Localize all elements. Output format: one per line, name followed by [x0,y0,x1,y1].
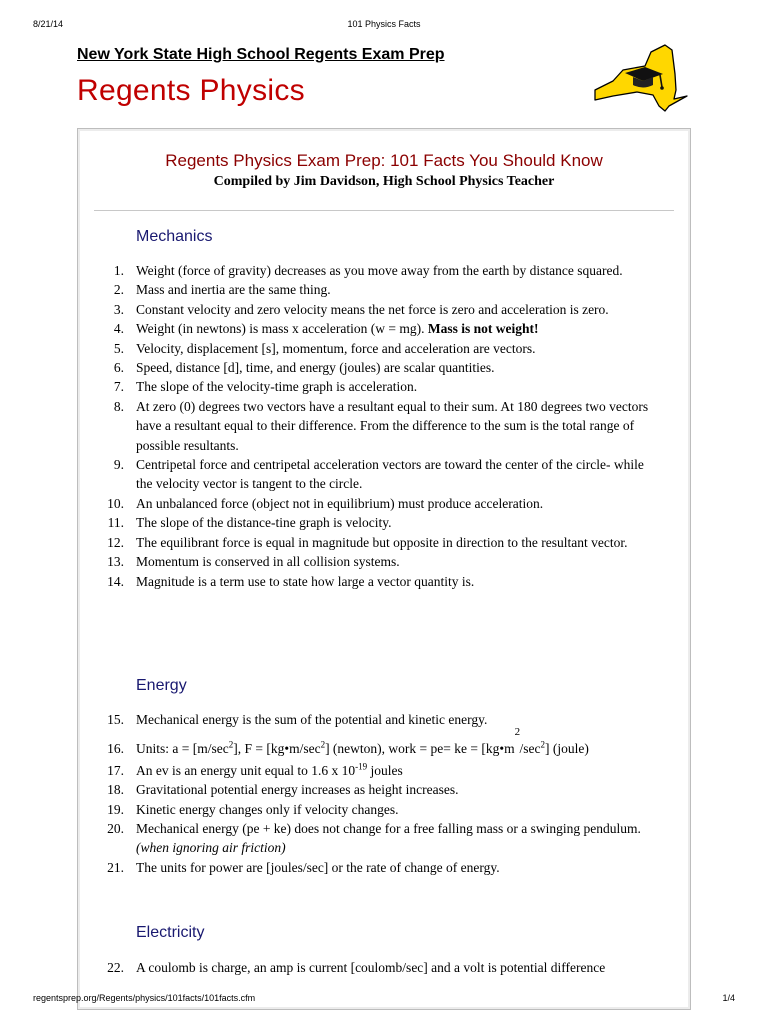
print-url: regentsprep.org/Regents/physics/101facts/101facts.cfm [33,993,256,1003]
author-credit: Compiled by Jim Davidson, High School Physics Teacher [213,174,555,189]
list-item: 5. Velocity, displacement [s], momentum, force and acceleration are vectors. [113,340,536,356]
list-item: 16. Units: $a = [m/\sec^2]$, $F = [kg•m/\sec^2]$ (newton), work = pe= ke = [$kg•m^2$ $/\sec^2$] (joule) [107,726,589,757]
energy-fact-list [78,710,658,877]
list-item: 3. Constant velocity and zero velocity means the net force is zero and acceleration is zero. [113,301,609,317]
page-title: Regents Physics Exam Prep: 101 Facts You Should Know [165,151,603,170]
list-item: 18. Gravitational potential energy increases as height increases. [107,782,459,798]
list-item: 8. At zero (0) degrees two vectors have a resultant equal to their sum. At 180 degrees two vectors have a resultant equal to their difference. From the difference to the sum is the total range of possible resultants. [113,398,649,453]
new-york-state-graduation-cap-logo [585,40,690,115]
print-date: 8/21/14 [33,19,64,29]
site-title: Regents Physics [77,74,305,107]
content-box [77,128,691,1010]
list-item: 21. The units for power are [joules/sec] or the rate of change of energy. [107,859,500,875]
print-page-number: 1/4 [722,993,735,1003]
list-item: 17. An ev is an energy unit equal to 1.6 x $10^{-19}$ joules [107,761,403,778]
list-item: 7. The slope of the velocity-time graph is acceleration. [113,379,418,395]
site-subtitle-link[interactable]: New York State High School Regents Exam Prep [77,46,445,63]
list-item: 12. The equilibrant force is equal in magnitude but opposite in direction to the resultant vector. [107,534,628,550]
list-item: 19. Kinetic energy changes only if velocity changes. [107,801,399,817]
mass-not-weight-emphasis: Mass is not weight! [427,321,539,337]
list-item: 13. Momentum is conserved in all collision systems. [107,554,400,570]
list-item: 6. Speed, distance [d], time, and energy (joules) are scalar quantities. [113,360,495,376]
list-item: 11. The slope of the distance-tine graph is velocity. [107,515,392,531]
list-item: 14. Magnitude is a term use to state how large a vector quantity is. [107,573,475,589]
air-friction-note: (when ignoring air friction) [136,840,286,856]
divider [94,210,674,211]
list-item: 9. Centripetal force and centripetal acceleration vectors are toward the center of the circle- while the velocity vector is tangent to the circle. [113,457,644,492]
mechanics-fact-list [78,261,658,591]
section-heading-electricity: Electricity [136,924,205,941]
section-heading-mechanics: Mechanics [136,228,213,245]
list-item: 10. An unbalanced force (object not in equilibrium) must produce acceleration. [107,495,544,511]
list-item: 4. Weight (in newtons) is mass x acceleration (w = mg). Mass is not weight! [113,321,539,337]
list-item: 15. Mechanical energy is the sum of the potential and kinetic energy. [107,712,488,727]
section-heading-energy: Energy [136,677,187,694]
electricity-fact-list [78,958,658,977]
print-page-title: 101 Physics Facts [347,19,421,29]
list-item: 22. A coulomb is charge, an amp is current [coulomb/sec] and a volt is potential difference [107,960,606,975]
list-item: 1. Weight (force of gravity) decreases as you move away from the earth by distance squared. [113,263,623,278]
list-item: 2. Mass and inertia are the same thing. [113,282,331,298]
list-item: 20. Mechanical energy (pe + ke) does not change for a free falling mass or a swinging pendulum. (when ignoring air friction) [107,821,641,856]
